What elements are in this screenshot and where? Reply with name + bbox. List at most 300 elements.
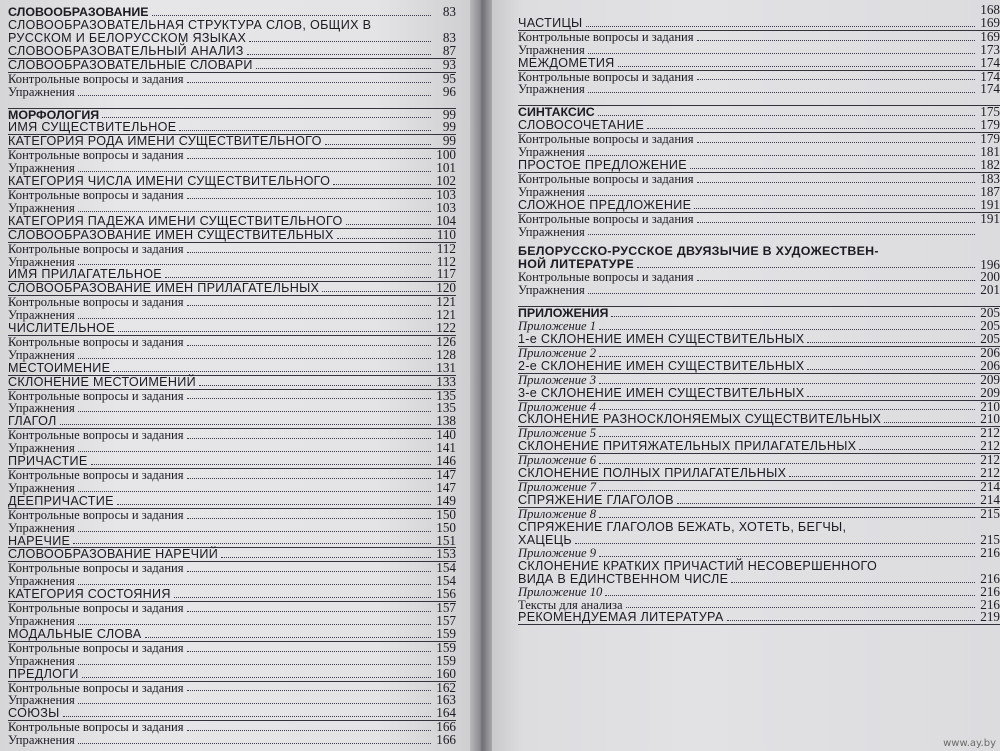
toc-entry-title: Приложение 7: [518, 480, 597, 494]
page-number: 212: [980, 452, 1000, 468]
page-number: 112: [436, 240, 456, 256]
page-number: 174: [980, 81, 1000, 97]
page-number: 154: [436, 560, 456, 576]
dot-leader: [78, 624, 431, 625]
section-gap: [8, 99, 456, 106]
dot-leader: [187, 345, 431, 346]
toc-entry: [8, 429, 456, 442]
toc-appendix-entry: [518, 481, 1000, 494]
toc-entry-multiline: [8, 19, 456, 45]
page-number: 159: [436, 652, 456, 668]
page-number: 110: [436, 226, 456, 242]
page-number: 169: [980, 28, 1000, 44]
dot-leader: [697, 280, 975, 281]
toc-entry: [8, 479, 456, 495]
page-number: 159: [436, 639, 456, 655]
toc-section-heading: [8, 6, 456, 19]
dot-leader: [187, 252, 431, 253]
toc-entry-title: ИМЯ ПРИЛАГАТЕЛЬНОЕ: [8, 267, 163, 282]
toc-entry-title: Упражнения: [8, 401, 75, 416]
page-number: 87: [442, 42, 456, 58]
toc-entry: [8, 694, 456, 707]
dot-leader: [807, 396, 975, 397]
dot-leader: [677, 503, 975, 504]
dot-leader: [82, 677, 431, 678]
page-number: 157: [436, 612, 456, 628]
toc-entry-title: ИМЯ СУЩЕСТВИТЕЛЬНОЕ: [8, 120, 177, 135]
page-number: 181: [980, 144, 1000, 160]
dot-leader: [325, 144, 431, 145]
toc-entry-title: НАРЕЧИЕ: [8, 533, 71, 548]
toc-entry-title: Приложение 10: [518, 584, 603, 599]
toc-entry: [518, 226, 1000, 239]
page-number: 101: [436, 160, 456, 176]
page-number: 205: [980, 305, 1000, 321]
toc-entry-title: Упражнения: [8, 308, 75, 323]
toc-entry-title: КАТЕГОРИЯ СОСТОЯНИЯ: [8, 587, 171, 602]
toc-entry-title: Контрольные вопросы и задания: [518, 171, 694, 186]
page-number: 216: [980, 596, 1000, 612]
toc-list-left: [8, 6, 456, 747]
dot-leader: [102, 117, 431, 118]
toc-entry: [8, 121, 456, 134]
page-number: 206: [980, 344, 1000, 360]
page-number: 160: [436, 665, 456, 681]
dot-leader: [249, 41, 431, 42]
dot-leader: [60, 424, 431, 425]
toc-entry: [8, 707, 456, 720]
toc-entry-title: Приложение 8: [518, 506, 597, 521]
page-number: 210: [980, 411, 1000, 427]
toc-entry: [518, 133, 1000, 146]
dot-leader: [78, 584, 431, 585]
toc-entry-title: Упражнения: [8, 254, 75, 269]
dot-leader: [256, 68, 431, 69]
dot-leader: [187, 398, 431, 399]
dot-leader: [63, 716, 431, 717]
dot-leader: [221, 557, 431, 558]
toc-entry: [518, 210, 1000, 226]
toc-entry-title: КАТЕГОРИЯ РОДА ИМЕНИ СУЩЕСТВИТЕЛЬНОГО: [8, 134, 322, 149]
page-number: 196: [980, 256, 1000, 272]
toc-entry-title: Упражнения: [8, 441, 75, 456]
dot-leader: [588, 195, 975, 196]
dot-leader: [179, 130, 431, 131]
page-number: 174: [980, 68, 1000, 84]
page-number: 179: [980, 131, 1000, 147]
toc-entry-title: СКЛОНЕНИЕ РАЗНОСКЛОНЯЕМЫХ СУЩЕСТВИТЕЛЬНЫХ: [518, 412, 882, 427]
page-number: 100: [436, 147, 456, 163]
page-number: 141: [436, 440, 456, 456]
dot-leader: [599, 409, 975, 410]
page-number: 214: [980, 479, 1000, 494]
toc-entry-title: КАТЕГОРИЯ ПАДЕЖА ИМЕНИ СУЩЕСТВИТЕЛЬНОГО: [8, 213, 343, 228]
toc-entry-title: Контрольные вопросы и задания: [518, 211, 694, 226]
toc-entry: [8, 175, 456, 188]
page-number: 135: [436, 387, 456, 403]
toc-entry-title: Контрольные вопросы и задания: [8, 388, 184, 403]
toc-entry: [518, 4, 1000, 17]
dot-leader: [588, 53, 975, 54]
dot-leader: [611, 316, 975, 317]
toc-entry: [8, 333, 456, 349]
dot-leader: [690, 168, 975, 169]
toc-entry-title: Упражнения: [8, 161, 75, 176]
toc-entry-title: Упражнения: [518, 283, 585, 298]
toc-entry-title-line: СПРЯЖЕНИЕ ГЛАГОЛОВ БЕЖАТЬ, ХОТЕТЬ, БЕГЧЫ,: [518, 519, 847, 534]
page-number: 209: [980, 371, 1000, 387]
page-number: 212: [980, 425, 1000, 441]
toc-entry: [518, 271, 1000, 284]
dot-leader: [618, 66, 975, 67]
dot-leader: [731, 582, 975, 583]
toc-entry-title: Контрольные вопросы и задания: [8, 148, 184, 163]
toc-entry: [8, 359, 456, 375]
toc-entry-title: Приложение 6: [518, 453, 597, 468]
toc-entry: [8, 506, 456, 522]
toc-entry: [518, 333, 1000, 346]
toc-entry-title: СКЛОНЕНИЕ МЕСТОИМЕНИЙ: [8, 374, 196, 389]
dot-leader: [586, 26, 975, 27]
dot-leader: [588, 234, 975, 235]
dot-leader: [599, 383, 975, 384]
dot-leader: [91, 464, 431, 465]
toc-entry-title: СЛОВООБРАЗОВАНИЕ: [8, 5, 149, 19]
page-number: 150: [436, 506, 456, 522]
dot-leader: [599, 556, 975, 557]
page-number: 205: [980, 331, 1000, 347]
toc-entry-title-line: НОЙ ЛИТЕРАТУРЕ: [518, 257, 634, 272]
page-number: 121: [436, 294, 456, 310]
page-number: 126: [436, 333, 456, 349]
toc-entry-title-line: ХАЦЕЦЬ: [518, 532, 572, 547]
toc-entry: [8, 199, 456, 215]
dot-leader: [187, 651, 431, 652]
toc-entry: [8, 402, 456, 415]
toc-appendix-entry: [518, 583, 1000, 599]
toc-entry: [518, 14, 1000, 30]
page-number: 205: [980, 318, 1000, 334]
toc-entry: [518, 41, 1000, 57]
toc-entry-title: ПРЕДЛОГИ: [8, 666, 79, 681]
page-number: 147: [436, 467, 456, 482]
dot-leader: [626, 607, 975, 608]
page-number: 174: [980, 54, 1000, 70]
dot-leader: [859, 449, 975, 450]
toc-entry-title: Упражнения: [8, 574, 75, 589]
page-number: 103: [436, 199, 456, 215]
dot-leader: [78, 664, 431, 665]
page-number: 164: [436, 705, 456, 721]
toc-entry: [518, 83, 1000, 96]
toc-entry-title: СЛОВООБРАЗОВАТЕЛЬНЫЙ АНАЛИЗ: [8, 43, 244, 58]
toc-entry-title: Упражнения: [8, 520, 75, 535]
toc-entry: [8, 721, 456, 734]
toc-entry-title: Упражнения: [8, 613, 75, 628]
dot-leader: [605, 595, 975, 596]
page-number: 99: [442, 106, 456, 122]
dot-leader: [78, 358, 431, 359]
dot-leader: [78, 451, 431, 452]
toc-entry: [518, 183, 1000, 199]
page-number: 112: [436, 253, 456, 269]
dot-leader: [113, 371, 431, 372]
page-number: 200: [980, 269, 1000, 285]
toc-entry-title: Контрольные вопросы и задания: [8, 334, 184, 349]
toc-entry-title: СИНТАКСИС: [518, 105, 595, 120]
dot-leader: [187, 478, 431, 479]
toc-entry: [8, 652, 456, 668]
page-number: 147: [436, 479, 456, 495]
toc-entry-title: Упражнения: [518, 42, 585, 57]
toc-entry: [8, 83, 456, 99]
page-number: 201: [980, 282, 1000, 298]
toc-entry-title: Упражнения: [8, 200, 75, 215]
toc-entry: [518, 357, 1000, 373]
toc-entry: [518, 440, 1000, 453]
toc-entry: [8, 532, 456, 548]
toc-entry: [8, 469, 456, 482]
page-number: 168: [980, 2, 1000, 17]
dot-leader: [187, 611, 431, 612]
page-number: 216: [980, 583, 1000, 599]
toc-entry: [518, 170, 1000, 186]
dot-leader: [346, 224, 431, 225]
page-number: 183: [980, 170, 1000, 186]
toc-entry-multiline: [518, 521, 1000, 547]
dot-leader: [117, 504, 431, 505]
toc-entry: [518, 491, 1000, 507]
toc-entry-title: Упражнения: [8, 84, 75, 99]
toc-entry: [8, 149, 456, 162]
page-number: 219: [980, 609, 1000, 625]
toc-entry-title: Контрольные вопросы и задания: [8, 468, 184, 482]
toc-entry-title: Контрольные вопросы и задания: [518, 29, 694, 44]
toc-entry-title: Упражнения: [8, 733, 75, 748]
toc-entry: [518, 196, 1000, 212]
dot-leader: [807, 342, 975, 343]
dot-leader: [727, 620, 975, 621]
toc-entry: [518, 68, 1000, 84]
dot-leader: [697, 182, 975, 183]
dot-leader: [118, 331, 431, 332]
toc-entry: [8, 240, 456, 256]
page-number: 146: [436, 453, 456, 469]
toc-list-right: [518, 4, 1000, 625]
page-number: 102: [436, 173, 456, 189]
toc-entry: [8, 455, 456, 468]
toc-entry-title: СЛОЖНОЕ ПРЕДЛОЖЕНИЕ: [518, 197, 692, 212]
page-number: 128: [436, 346, 456, 362]
toc-entry-title: СКЛОНЕНИЕ ПОЛНЫХ ПРИЛАГАТЕЛЬНЫХ: [518, 466, 787, 481]
page-number: 162: [436, 679, 456, 695]
dot-leader: [697, 40, 975, 41]
toc-entry-title-line: ВИДА В ЕДИНСТВЕННОМ ЧИСЛЕ: [518, 571, 729, 586]
toc-entry-title: Упражнения: [8, 480, 75, 495]
toc-entry-title: Приложение 9: [518, 545, 597, 560]
toc-entry-title: Контрольные вопросы и задания: [8, 720, 184, 735]
page-number: 215: [980, 531, 1000, 547]
page-number: 154: [436, 573, 456, 589]
page-number: 169: [980, 14, 1000, 30]
page-number: 175: [980, 104, 1000, 120]
toc-entry-title: ДЕЕПРИЧАСТИЕ: [8, 493, 114, 508]
toc-entry: [8, 588, 456, 601]
toc-entry: [8, 387, 456, 403]
toc-entry-title: 3-е СКЛОНЕНИЕ ИМЕН СУЩЕСТВИТЕЛЬНЫХ: [518, 385, 805, 400]
dot-leader: [199, 385, 431, 386]
toc-entry: [518, 54, 1000, 70]
page-number: 179: [980, 117, 1000, 133]
page-number: 166: [436, 719, 456, 735]
toc-entry-title: МОДАЛЬНЫЕ СЛОВА: [8, 626, 142, 641]
dot-leader: [697, 142, 975, 143]
dot-leader: [187, 690, 431, 691]
dot-leader: [247, 54, 431, 55]
page-number: 210: [980, 398, 1000, 414]
toc-entry-title: Упражнения: [8, 653, 75, 668]
dot-leader: [575, 543, 975, 544]
toc-entry-title: МЕСТОИМЕНИЕ: [8, 360, 111, 375]
toc-entry: [8, 625, 456, 641]
dot-leader: [807, 369, 975, 370]
page-number: 212: [980, 438, 1000, 454]
toc-entry-title: ЧИСЛИТЕЛЬНОЕ: [8, 321, 115, 336]
toc-entry-title: СПРЯЖЕНИЕ ГЛАГОЛОВ: [518, 492, 674, 507]
dot-leader: [337, 238, 431, 239]
toc-entry-title: Контрольные вопросы и задания: [8, 71, 184, 86]
toc-entry-title: Упражнения: [518, 184, 585, 199]
dot-leader: [78, 171, 431, 172]
toc-entry: [8, 415, 456, 428]
toc-entry: [8, 42, 456, 58]
toc-entry-title: Приложение 5: [518, 426, 597, 441]
toc-entry: [8, 519, 456, 535]
toc-entry: [8, 268, 456, 281]
toc-entry-title: Упражнения: [8, 347, 75, 362]
toc-entry: [8, 602, 456, 615]
left-page: [0, 0, 470, 751]
dot-leader: [599, 436, 975, 437]
toc-entry: [8, 679, 456, 695]
dot-leader: [152, 15, 431, 16]
toc-entry-title: СКЛОНЕНИЕ ПРИТЯЖАТЕЛЬНЫХ ПРИЛАГАТЕЛЬНЫХ: [518, 439, 857, 454]
dot-leader: [599, 517, 975, 518]
dot-leader: [187, 305, 431, 306]
toc-entry: [518, 467, 1000, 480]
page-number: 150: [436, 519, 456, 535]
page-number: 209: [980, 384, 1000, 400]
toc-entry-title: Контрольные вопросы и задания: [8, 187, 184, 202]
toc-entry-title: Приложение 4: [518, 399, 597, 414]
page-number: 99: [442, 133, 456, 149]
page-number: 99: [442, 119, 456, 135]
toc-entry-title: Упражнения: [518, 224, 585, 239]
dot-leader: [598, 115, 975, 116]
page-number: 163: [436, 692, 456, 708]
toc-entry: [518, 413, 1000, 426]
dot-leader: [187, 730, 431, 731]
page-number: 117: [436, 266, 456, 282]
toc-entry-title: МЕЖДОМЕТИЯ: [518, 55, 615, 70]
page-number: 215: [980, 505, 1000, 521]
toc-entry-title: Контрольные вопросы и задания: [8, 561, 184, 576]
page-number: 122: [436, 320, 456, 336]
toc-entry-title-line: БЕЛОРУССКО-РУССКОЕ ДВУЯЗЫЧИЕ В ХУДОЖЕСТВЕН-: [518, 244, 879, 259]
toc-appendix-entry: [518, 371, 1000, 387]
page-number: 156: [436, 586, 456, 602]
page-number: 216: [980, 570, 1000, 586]
toc-entry: [518, 28, 1000, 44]
dot-leader: [78, 211, 431, 212]
page-number: 93: [442, 56, 456, 72]
toc-entry-title: ЧАСТИЦЫ: [518, 15, 583, 30]
page-number: 83: [442, 30, 456, 45]
toc-entry-title: Контрольные вопросы и задания: [8, 241, 184, 256]
dot-leader: [588, 92, 975, 93]
toc-entry: [8, 492, 456, 508]
toc-entry: [518, 384, 1000, 400]
page-number: 149: [436, 492, 456, 508]
book-gutter: [470, 0, 492, 751]
page-number: 166: [436, 732, 456, 748]
toc-entry: [8, 562, 456, 575]
dot-leader: [78, 703, 431, 704]
toc-entry-title: Упражнения: [518, 82, 585, 97]
dot-leader: [78, 411, 431, 412]
toc-entry-title: СЛОВООБРАЗОВАНИЕ НАРЕЧИЙ: [8, 547, 219, 562]
page-number: 212: [980, 465, 1000, 481]
dot-leader: [599, 356, 975, 357]
watermark: www.ay.by: [943, 738, 996, 749]
dot-leader: [78, 491, 431, 492]
toc-entry-title: Контрольные вопросы и задания: [8, 428, 184, 443]
toc-entry-title: Приложение 1: [518, 319, 597, 334]
dot-leader: [78, 531, 431, 532]
toc-entry-title: Упражнения: [8, 693, 75, 708]
entry-underline: [518, 624, 1000, 625]
page-number: 173: [980, 41, 1000, 57]
toc-entry-title: ПРИЛОЖЕНИЯ: [518, 306, 609, 321]
page-number: 153: [436, 546, 456, 562]
page-number: 159: [436, 625, 456, 641]
dot-leader: [599, 490, 975, 491]
dot-leader: [165, 277, 431, 278]
section-gap: [518, 297, 1000, 304]
toc-entry-title: СЛОВООБРАЗОВАТЕЛЬНЫЕ СЛОВАРИ: [8, 57, 253, 72]
page-number: 96: [442, 83, 456, 99]
dot-leader: [187, 158, 431, 159]
page-number: 135: [436, 400, 456, 416]
toc-entry-title: Контрольные вопросы и задания: [518, 132, 694, 147]
toc-entry-title: КАТЕГОРИЯ ЧИСЛА ИМЕНИ СУЩЕСТВИТЕЛЬНОГО: [8, 174, 331, 189]
toc-entry: [8, 373, 456, 389]
dot-leader: [588, 293, 975, 294]
toc-entry-title: Упражнения: [518, 145, 585, 160]
dot-leader: [174, 597, 431, 598]
dot-leader: [637, 267, 975, 268]
toc-entry-title-line: РУССКОМ И БЕЛОРУССКОМ ЯЗЫКАХ: [8, 30, 247, 45]
page-number: 206: [980, 357, 1000, 373]
toc-appendix-entry: [518, 544, 1000, 560]
toc-entry-title: 2-е СКЛОНЕНИЕ ИМЕН СУЩЕСТВИТЕЛЬНЫХ: [518, 358, 805, 373]
right-page: [492, 0, 1000, 751]
toc-entry: [8, 296, 456, 309]
page-number: 83: [442, 4, 456, 19]
dot-leader: [78, 743, 431, 744]
toc-entry: [8, 282, 456, 295]
toc-entry-title: Контрольные вопросы и задания: [8, 680, 184, 695]
